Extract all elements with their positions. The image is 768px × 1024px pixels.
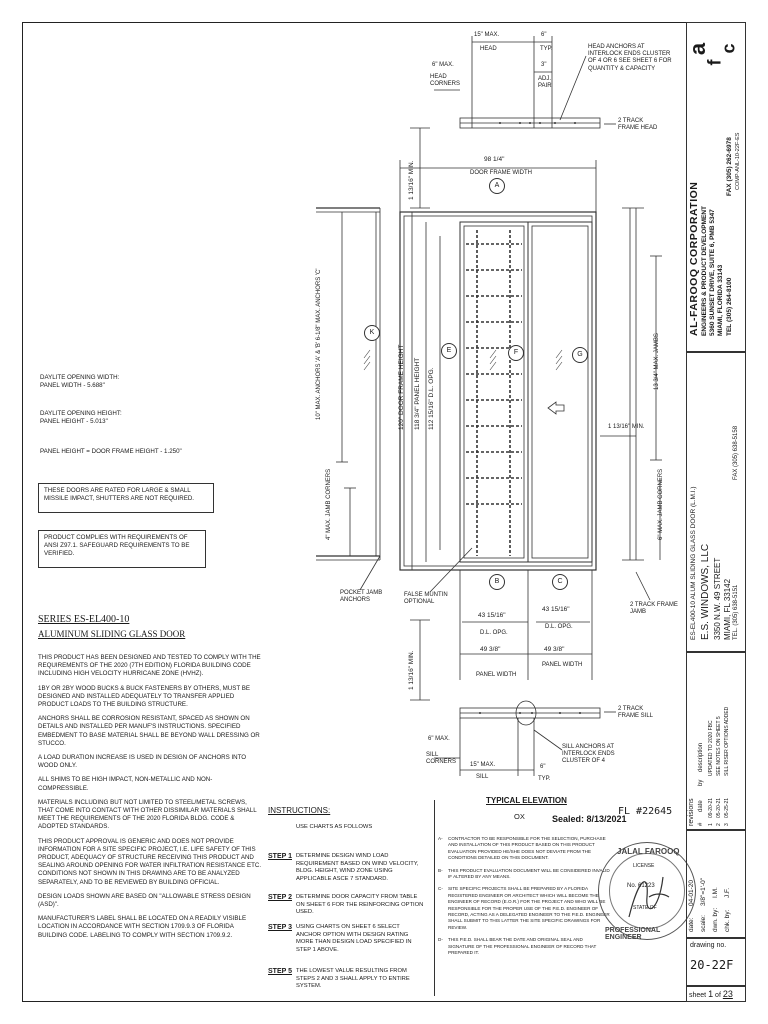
legal-text: SITE SPECIFIC PROJECTS SHALL BE PREPARED BY A FLORIDA REGISTERED ENGINEER OR ARCHITECT WHICH WILL BECOME THE ENGINEER OF RECORD (E.O.R.) FOR THE PROJECT AND WHO WILL BE RESPONSIBLE FOR THE PROPER USE OF THE P.E.D. ENGINEER OF RECORD, ACTING AS A DELEGATED ENGINEER TO THE P.E.D. ENGINEER SHALL SUBMIT TO THIS LATTER THE SITE SPECIFIC DRAWINGS FOR REVIEW. [448, 886, 610, 930]
elevation-title: TYPICAL ELEVATION [486, 796, 567, 805]
date-label: date: [688, 917, 695, 932]
two-track-sill-label: 2 TRACK FRAME SILL [618, 706, 654, 720]
pocket-jamb-label: POCKET JAMB ANCHORS [340, 590, 383, 604]
rev-3-num: 3 [724, 823, 730, 826]
dl-opg-height-dim: 112 15/16" D.L. OPG. [428, 367, 435, 430]
detail-marker-a: A [489, 178, 505, 194]
company-name: AL-FAROOQ CORPORATION [688, 181, 700, 336]
legal-text: THIS PRODUCT EVALUATION DOCUMENT WILL BE CONSIDERED INVALID IF ALTERED BY ANY MEANS. [448, 867, 610, 880]
step-1-label: STEP 1 [268, 853, 292, 860]
chk-label: chk. by: [724, 909, 731, 932]
note-line: PANEL HEIGHT - 5.013" [40, 418, 108, 426]
detail-marker-k: K [364, 325, 380, 341]
dwn-label: dwn. by: [712, 907, 719, 932]
instructions-title: INSTRUCTIONS: [268, 806, 331, 815]
sill-label: SILL [476, 774, 489, 780]
client-tel: TEL. (305) 638-5151 [733, 584, 739, 640]
note-line: PANEL WIDTH - 5.688" [40, 382, 105, 390]
sheet-label: sheet [689, 992, 707, 999]
step-5-label: STEP 5 [268, 968, 292, 975]
company-ca: COMP-ANL-10-22F-ES [735, 132, 741, 190]
series-title: SERIES ES-EL400-10 [38, 614, 130, 625]
dwn-value: I.M. [712, 887, 719, 898]
logo-letter: c [718, 43, 739, 54]
detail-marker-f: F [508, 345, 524, 361]
rev-1-num: 1 [708, 823, 714, 826]
client-address1: 3350 N.W. 49 STREET [713, 557, 722, 640]
rev-2-desc: SEE NOTES ON SHEET 5 [716, 716, 722, 776]
client-name: E.S. WINDOWS, LLC [700, 543, 711, 640]
general-note-2: 1BY OR 2BY WOOD BUCKS & BUCK FASTENERS BY OTHERS, MUST BE DESIGNED AND INSTALLED ADEQUATELY TO TRANSFER APPLIED PRODUCT LOADS TO THE BUILDING STRUCTURE. [38, 684, 251, 709]
rev-2-num: 2 [716, 823, 722, 826]
sealed-date: Sealed: 8/13/2021 [552, 814, 627, 824]
sill-corner-max: 6" MAX. [428, 736, 450, 742]
dl-right-label: D.L. OPG. [545, 624, 573, 630]
seal-bottom: PROFESSIONAL ENGINEER [605, 927, 661, 941]
sill-corners-label: SILL CORNERS [426, 752, 457, 766]
sheet-no: 1 [708, 989, 714, 999]
pw-right-label: PANEL WIDTH [542, 662, 583, 668]
legal-text: CONTRACTOR TO BE RESPONSIBLE FOR THE SELECTION, PURCHASE AND INSTALLATION OF THIS PRODUCT BASED ON THIS PRODUCT EVALUATION PROVIDED HE/SHE DOES NOT DEVIATE FROM THE CONDITIONS DETAILED ON THIS DOCUMENT. [448, 836, 606, 861]
min-top-dim: 1 13/16" MIN. [408, 160, 415, 200]
client-fax: FAX (305) 638-5158 [733, 425, 739, 480]
rev-3-desc: SILL RISER OPTIONS ADDED [724, 706, 730, 776]
chk-value: J.F. [724, 887, 731, 898]
general-note-7: THIS PRODUCT APPROVAL IS GENERIC AND DOES NOT PROVIDE INFORMATION FOR A SITE SPECIFIC PROJECT, I.E. LIFE SAFETY OF THIS PRODUCT, ADEQUACY OF STRUCTURE RECEIVING THIS PRODUCT AND SEALING AROUND OPENING FOR WATER INFILTRATION RESISTANCE ETC. [38, 837, 262, 870]
dl-left-label: D.L. OPG. [480, 630, 508, 636]
legal-key: D- [438, 937, 443, 943]
drawing-number-label: drawing no. [690, 942, 727, 949]
dim-head: HEAD [480, 46, 497, 52]
step-1-text: DETERMINE DESIGN WIND LOAD REQUIREMENT BASED ON WIND VELOCITY, BLDG. HEIGHT, WIND ZONE USING APPLICABLE ASCE 7 STANDARD. [296, 853, 419, 882]
engineer-seal [598, 842, 696, 940]
revisions-label: revisions [688, 798, 695, 826]
step-5-text: THE LOWEST VALUE RESULTING FROM STEPS 2 AND 3 SHALL APPLY TO ENTIRE SYSTEM. [296, 968, 410, 990]
date-value: 04-01-20 [688, 879, 695, 906]
company-fax: FAX (305) 262-6978 [726, 137, 733, 196]
detail-marker-b: B [489, 574, 505, 590]
drawing-number: 20-22F [690, 958, 734, 972]
sill-anchors-note: SILL ANCHORS AT INTERLOCK ENDS CLUSTER OF 4 [562, 744, 615, 765]
sill-typ: TYP. [538, 776, 551, 782]
instructions-subtitle: USE CHARTS AS FOLLOWS [296, 824, 373, 830]
fl-number: FL #22645 [618, 806, 673, 817]
detail-marker-e: E [441, 343, 457, 359]
general-note-5: ALL SHIMS TO BE HIGH IMPACT, NON-METALLIC AND NON-COMPRESSIBLE. [38, 776, 213, 792]
general-note-1: THIS PRODUCT HAS BEEN DESIGNED AND TESTED TO COMPLY WITH THE REQUIREMENTS OF THE 2020 (7TH EDITION) FLORIDA BUILDING CODE INCLUDING HIGH VELOCITY HURRICANE ZONE (HVHZ). [38, 654, 261, 678]
rev-col-num: # [698, 822, 704, 826]
sill-max-dim: 15" MAX. [470, 762, 496, 768]
legal-key: A- [438, 836, 443, 841]
detail-marker-g: G [572, 347, 588, 363]
step-3-text: USING CHARTS ON SHEET 6 SELECT ANCHOR OPTION WITH DESIGN RATING MORE THAN DESIGN LOAD SPECIFIED IN STEP 1 ABOVE. [296, 924, 412, 953]
step-3-label: STEP 3 [268, 924, 292, 931]
frame-width-dim: 98 1/4" [484, 156, 505, 163]
pw-left-label: PANEL WIDTH [476, 672, 517, 678]
panel-height-dim: 118 3/4" PANEL HEIGHT [414, 357, 421, 430]
step-2-label: STEP 2 [268, 894, 292, 901]
series-subtitle: ALUMINUM SLIDING GLASS DOOR [38, 629, 186, 639]
company-address2: MIAMI, FLORIDA 33143 [717, 264, 724, 336]
slide-direction-arrow [548, 402, 564, 414]
dl-left-dim: 43 15/16" [478, 612, 506, 619]
general-note-10: MANUFACTURER'S LABEL SHALL BE LOCATED ON A READILY VISIBLE LOCATION IN ACCORDANCE WITH SECTION 1709.9.3 OF FLORIDA BUILDING CODE. LABELING TO COMPLY WITH SECTION 1709.9.2. [38, 915, 247, 939]
dim-head-corners: HEAD CORNERS [430, 74, 461, 88]
signature-icon [619, 867, 675, 923]
dim-head-corner-max: 6" MAX. [432, 62, 454, 68]
seal-license: LICENSE [633, 863, 655, 869]
panel-height-note: PANEL HEIGHT = DOOR FRAME HEIGHT - 1.250" [40, 448, 182, 455]
legal-key: B- [438, 867, 443, 873]
note-line: DAYLITE OPENING HEIGHT: [40, 410, 122, 417]
rev-1-date: 09-20-21 [708, 797, 714, 818]
scale-label: scale: [700, 915, 707, 932]
sill-typ6: 6" [540, 764, 546, 770]
dl-right-dim: 43 15/16" [542, 606, 570, 613]
company-phone: TEL (305) 264-8100 [726, 277, 733, 336]
note-line: DAYLITE OPENING WIDTH: [40, 374, 120, 381]
company-logo [685, 30, 742, 86]
general-note-6: MATERIALS INCLUDING BUT NOT LIMITED TO STEEL/METAL SCREWS, THAT COME INTO CONTACT WITH OTHER DISSIMILAR MATERIALS SHALL MEET THE REQUIREMENTS OF THE 2020 FLORIDA BLDG. CODE & ADOPTED STANDARDS. [38, 798, 257, 831]
general-note-4: A LOAD DURATION INCREASE IS USED IN DESIGN OF ANCHORS INTO WOOD ONLY. [38, 754, 247, 770]
rev-col-by: by [698, 779, 704, 786]
sheet-total: 23 [722, 989, 733, 999]
rev-3-date: 05-25-21 [724, 797, 730, 818]
legal-text: THIS P.E.D. SHALL BEAR THE DATE AND ORIGINAL SEAL AND SIGNATURE OF THE PROFESSIONAL ENGINEER OF RECORD THAT PREPARED IT. [448, 937, 597, 956]
company-sub: ENGINEERS & PRODUCT DEVELOPMENT [701, 205, 708, 336]
dim-head-max: 15" MAX. [474, 32, 500, 38]
logo-letter: a [685, 42, 711, 56]
impact-rating-box: THESE DOORS ARE RATED FOR LARGE & SMALL MISSILE IMPACT, SHUTTERS ARE NOT REQUIRED. [38, 483, 214, 513]
false-muntin-label: FALSE MUNTIN OPTIONAL [404, 592, 448, 606]
min-right-dim: 1 13/16" MIN. [608, 424, 645, 430]
frame-width-label: DOOR FRAME WIDTH [470, 170, 532, 176]
two-track-head-label: 2 TRACK FRAME HEAD [618, 118, 658, 132]
product-name: ES-EL400-10 ALUM SLIDING GLASS DOOR (L.M.I.) [690, 486, 697, 640]
min-bottom-dim: 1 13/16" MIN. [408, 650, 415, 690]
logo-letter: f [704, 59, 725, 66]
company-address1: 5360 SUNSET DRIVE, SUITE 6, PMB 5347 [709, 209, 716, 336]
pw-right-dim: 49 3/8" [544, 646, 565, 653]
rev-1-desc: UPDATED TO 2020 FBC [708, 720, 714, 776]
general-note-3: ANCHORS SHALL BE CORROSION RESISTANT, SPACED AS SHOWN ON DETAILS AND INSTALLED PER MANUF'S INSTRUCTIONS. SPECIFIED EMBEDMENT TO BASE MATERIAL SHALL BE BEYOND WALL DRESSING OR STUCCO. [38, 715, 260, 747]
general-note-9: DESIGN LOADS SHOWN ARE BASED ON "ALLOWABLE STRESS DESIGN (ASD)". [38, 892, 251, 909]
rev-col-date: date [698, 800, 704, 812]
pw-left-dim: 49 3/8" [480, 646, 501, 653]
scale-value: 3/8"=1'-0" [700, 877, 707, 906]
elevation-config: OX [514, 812, 525, 821]
detail-marker-c: C [552, 574, 568, 590]
step-2-text: DETERMINE DOOR CAPACITY FROM TABLE ON SHEET 6 FOR THE REINFORCING OPTION USED. [296, 894, 424, 916]
dim-adj3: 3" [541, 62, 547, 68]
rev-2-date: 05-20-21 [716, 797, 722, 818]
jamb-anchor-spacing: 10" MAX. ANCHORS 'A' & 'B' 6-1/8" MAX. ANCHORS 'C' [316, 268, 322, 420]
seal-top: JALAL FAROOQ [617, 847, 680, 856]
two-track-jamb-label: 2 TRACK FRAME JAMB [630, 602, 678, 616]
seal-state: STATE OF [633, 905, 657, 911]
frame-height-dim: 120" DOOR FRAME HEIGHT [398, 344, 405, 430]
head-anchors-note: HEAD ANCHORS AT INTERLOCK ENDS CLUSTER OF 4 OR 6 SEE SHEET 6 FOR QUANTITY & CAPACITY [588, 44, 672, 72]
dim-adj-pair: ADJ. PAIR [538, 76, 552, 90]
general-note-8: CONDITIONS NOT SHOWN IN THIS DRAWING ARE TO BE ANALYZED SEPARATELY, AND TO BE REVIEWED BY BUILDING OFFICIAL. [38, 870, 240, 886]
legal-key: C- [438, 886, 443, 892]
dim-typ6: 6" [541, 32, 547, 38]
rev-col-desc: description [698, 742, 704, 772]
sheet-of: of [715, 992, 721, 999]
ansi-compliance-box: PRODUCT COMPLIES WITH REQUIREMENTS OF ANSI Z97.1. SAFEGUARD REQUIREMENTS TO BE VERIFIED. [38, 530, 206, 568]
jamb-corners-right: 6" MAX. JAMB CORNERS [658, 468, 664, 540]
sheet-number [689, 989, 733, 999]
client-address2: MIAMI, FL 33142 [723, 578, 732, 640]
jamb-corner-dim: 4" MAX. JAMB CORNERS [326, 468, 332, 540]
dim-typ: TYP. [540, 46, 553, 52]
jambs-right-dim: 13 3/4" MAX. JAMBS [654, 333, 660, 390]
seal-number: No. 61223 [627, 883, 655, 889]
